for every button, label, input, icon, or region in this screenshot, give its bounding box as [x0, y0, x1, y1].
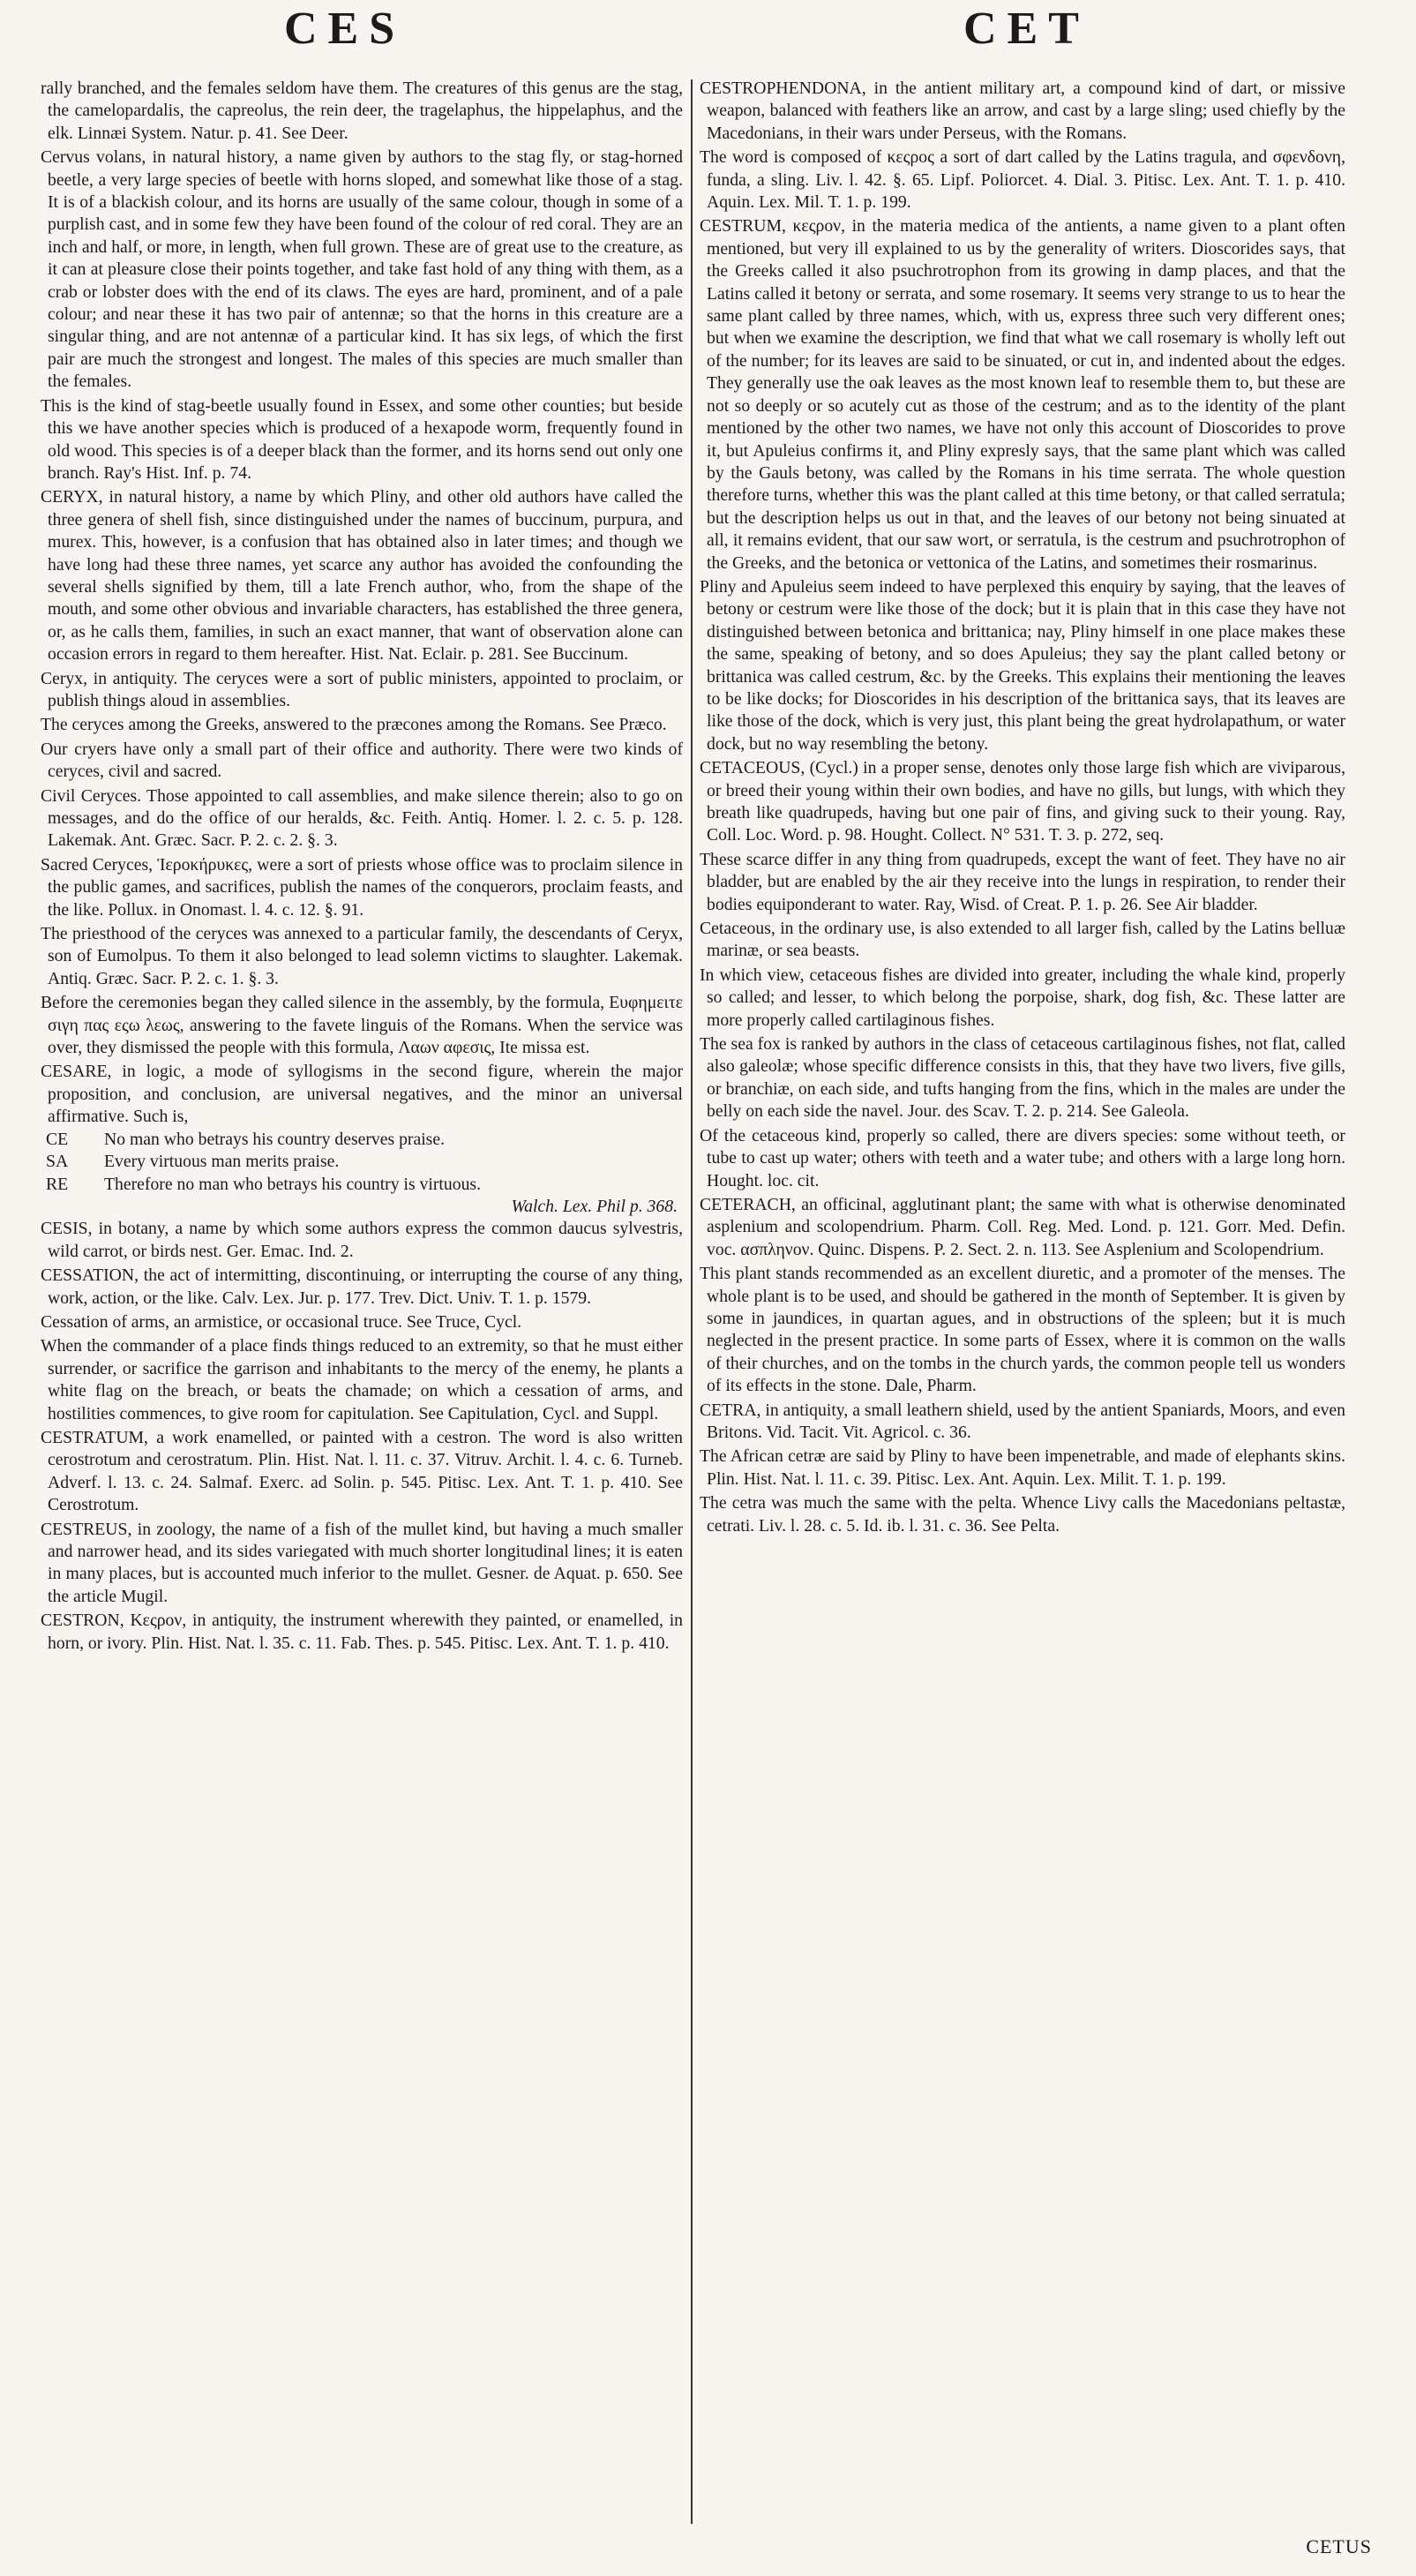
entry-text: in antiquity, a small leathern shield, used by the antient Spaniards, Moors, and even Britons. Vid. Tacit. Vit. Agricol. c. 36.	[707, 1400, 1345, 1442]
dictionary-entry	[41, 714, 683, 736]
entry-text: The priesthood of the ceryces was annexed to a particular family, the descendants of Ceryx, son of Eumolpus. To them it also belonged to lead solemn victims to slaughter. Lakemak. Antiq. Græc. Sacr. P. 2. c. 1. §. 3.	[41, 924, 683, 988]
dictionary-entry	[41, 486, 683, 665]
dictionary-entry	[41, 1335, 683, 1425]
entry-text: in the ordinary use, is also extended to all larger fish, called by the Latins belluæ marinæ, or sea beasts.	[707, 919, 1345, 961]
entry-text: (Cycl.) in a proper sense, denotes only those large fish which are viviparous, or breed their young within their own bodies, and have no gills, but lungs, with which they breath like quadrupeds, having but one pair of fins, and giving suck to their young. Ray, Coll. Loc. Word. p. 98. Hought. Collect. N° 531. T. 3. p. 272, seq.	[707, 758, 1345, 845]
column-rule	[691, 79, 693, 2524]
dictionary-entry	[41, 1311, 683, 1333]
entry-text: Κεςρον, in antiquity, the instrument wherewith they painted, or enamelled, in horn, or ivory. Plin. Hist. Nat. l. 35. c. 11. Fab. Thes. p. 545. Pitisc. Lex. Ant. T. 1. p. 410.	[48, 1611, 683, 1653]
syllogism-line	[41, 1174, 683, 1196]
entry-text: The sea fox is ranked by authors in the class of cetaceous cartilaginous fishes, not flat, called also galeolæ; whose specific difference consists in this, that they have two livers, five gills, or branchiæ, on each side, and tufts hanging from the fins, which in the males are under the belly on each side the navel. Jour. des Scav. T. 2. p. 214. See Galeola.	[700, 1034, 1345, 1122]
entry-term: CESTRON,	[41, 1611, 124, 1631]
entry-text: When the commander of a place finds things reduced to an extremity, so that he must either surrender, or sacrifice the garrison and inhabitants to the mercy of the enemy, he plants a white flag on the breach, or beats the chamade; on which a cessation of arms, and hostilities commences, to give room for capitulation. See Capitulation, Cycl. and Suppl.	[41, 1336, 683, 1423]
entry-text: κεςρον, in the materia medica of the antients, a name given to a plant often mentioned, but very ill explained to us by the generality of writers. Dioscorides says, that the Greeks called it also psuchrotrophon from its growing in damp places, and that the Latins called it betony or serrata, and some rosemary. It seems very strange to us to hear the same plant called by three names, which, with us, express three such very different ones; but when we examine the description, we find that what we call rosemary is wholly left out of the number; for its leaves are said to be sinuated, or cut in, and indented about the edges. They generally use the oak leaves as the most known leaf to resemble them to, but these are not so deeply or so acutely cut as those of the cestrum; and as to the identity of the plant mentioned by the other two names, we have not only this account of Dioscorides to prove it, but Apuleius confirms it, and Pliny expresly says, that the same plant which was called by the Gauls betony, was called by the Romans in his time serrata. The whole question therefore turns, whether this was the plant called at this time betony, or that called serratula; but the description helps us out in that, and the leaves of our betony not being sinuated at all, it remains evident, that our saw wort, or serratula, is the cestrum and psuchrotrophon of the Greeks, and the betonica or vettonica of the Latins, and sometimes their rosmarinus.	[707, 216, 1345, 573]
dictionary-entry	[700, 1400, 1345, 1445]
dictionary-entry	[700, 1194, 1345, 1261]
dictionary-entry	[700, 965, 1345, 1032]
entry-text: in logic, a mode of syllogisms in the second figure, wherein the major proposition, and conclusion, are universal negatives, and the minor an universal affirmative. Such is,	[48, 1062, 683, 1127]
dictionary-entry	[41, 1061, 683, 1128]
dictionary-entry	[41, 668, 683, 713]
entry-term: CESSATION,	[41, 1265, 139, 1286]
entry-term: Ceryx,	[41, 668, 88, 688]
dictionary-entry	[41, 1519, 683, 1609]
dictionary-entry	[41, 395, 683, 485]
entry-text: These scarce differ in any thing from quadrupeds, except the want of feet. They have no air bladder, but are enabled by the air they receive into the lungs in respiration, to render their bodies equiponderant to water. Ray, Wisd. of Creat. P. 1. p. 26. See Air bladder.	[700, 849, 1345, 914]
entry-text: an officinal, agglutinant plant; the same with what is otherwise denominated asplenium and scolopendrium. Pharm. Coll. Reg. Med. Lond. p. 121. Gorr. Med. Defin. voc. ασπληνον. Quinc. Dispens. P. 2. Sect. 2. n. 113. See Asplenium and Scolopendrium.	[707, 1194, 1345, 1259]
dictionary-entry	[41, 1427, 683, 1517]
right-column	[700, 78, 1345, 2531]
entry-text: Of the cetaceous kind, properly so called, there are divers species: some without teeth, or tube to cast up water; others with teeth and a water tube; and others with a large long horn. Hought. loc. cit.	[700, 1125, 1345, 1190]
entry-term: Cessation of arms,	[41, 1311, 169, 1332]
entry-term: CETACEOUS,	[700, 758, 805, 778]
catchword: CETUS	[1306, 2535, 1372, 2557]
syllogism-text: Every virtuous man merits praise.	[104, 1152, 340, 1172]
dictionary-entry	[700, 1263, 1345, 1397]
dictionary-entry	[41, 1265, 683, 1310]
entry-term: CESARE,	[41, 1062, 112, 1082]
entry-text: Ἱεροκήρυκες, were a sort of priests whose office was to proclaim silence in the public games, and sacrifices, publish the names of the conquerors, proclaim feasts, and the like. Pollux. in Onomast. l. 4. c. 12. §. 91.	[48, 854, 683, 920]
dictionary-entry	[700, 1033, 1345, 1123]
entry-text: an armistice, or occasional truce. See Truce, Cycl.	[173, 1311, 522, 1332]
entry-term: CETRA,	[700, 1400, 761, 1420]
entry-term: Cervus volans,	[41, 147, 146, 168]
entry-text: in antiquity. The ceryces were a sort of public ministers, appointed to proclaim, or publish things aloud in assemblies.	[48, 668, 683, 710]
entry-term: CESTROPHENDONA,	[700, 79, 866, 98]
entry-term: CESTRUM,	[700, 216, 786, 237]
dictionary-entry	[41, 785, 683, 852]
entry-term: CESIS,	[41, 1219, 93, 1239]
dictionary-entry	[41, 739, 683, 784]
entry-text: rally branched, and the females seldom have them. The creatures of this genus are the stag, the camelopardalis, the capreolus, the rein deer, the tragelaphus, the hippelaphus, and the elk. Linnæi System. Natur. p. 41. See Deer.	[41, 79, 683, 143]
syllogism-code: SA	[46, 1152, 69, 1172]
entry-text: This is the kind of stag-beetle usually found in Essex, and some other counties; but beside this we have another species which is produced of a hexapode worm, frequently found in old wood. This species is of a deeper black than the former, and its horns send out only one branch. Ray's Hist. Inf. p. 74.	[41, 395, 683, 483]
dictionary-entry	[41, 78, 683, 145]
dictionary-entry	[700, 849, 1345, 916]
entry-text: in botany, a name by which some authors express the common daucus sylvestris, wild carrot, or birds nest. Ger. Emac. Ind. 2.	[48, 1219, 683, 1261]
entry-text: The African cetræ are said by Pliny to have been impenetrable, and made of elephants skins. Plin. Hist. Nat. l. 11. c. 39. Pitisc. Lex. Ant. Aquin. Lex. Milit. T. 1. p. 199.	[700, 1446, 1345, 1489]
dictionary-entry	[700, 78, 1345, 145]
dictionary-entry	[700, 757, 1345, 847]
entry-term: Civil Ceryces.	[41, 785, 142, 806]
dictionary-entry	[41, 854, 683, 921]
dictionary-entry	[700, 1125, 1345, 1192]
dictionary-entry	[41, 992, 683, 1059]
entry-term: CETERACH,	[700, 1194, 796, 1214]
dictionary-entry	[700, 576, 1345, 755]
entry-text: the act of intermitting, discontinuing, or interrupting the course of any thing, work, action, or the like. Calv. Lex. Jur. p. 177. Trev. Dict. Univ. T. 1. p. 1579.	[48, 1265, 683, 1308]
running-head-right: CET	[963, 4, 1090, 54]
dictionary-entry	[700, 146, 1345, 214]
entry-text: In which view, cetaceous fishes are divided into greater, including the whale kind, properly so called; and lesser, to which belong the porpoise, shark, dog fish, &c. These latter are more properly called cartilaginous fishes.	[700, 965, 1345, 1030]
entry-text: Before the ceremonies began they called silence in the assembly, by the formula, Ευφημειτε σιγη πας εςω λεως, answering to the favete linguis of the Romans. When the service was over, they dismissed the people with this formula, Λαων αφεσις, Ite missa est.	[41, 993, 683, 1058]
dictionary-entry	[700, 1492, 1345, 1537]
entry-text: Our cryers have only a small part of their office and authority. There were two kinds of ceryces, civil and sacred.	[41, 739, 683, 782]
entry-text: Those appointed to call assemblies, and make silence therein; also to go on messages, and do the office of our heralds, &c. Feith. Antiq. Homer. l. 2. c. 5. p. 128. Lakemak. Ant. Græc. Sacr. P. 2. c. 2. §. 3.	[48, 785, 683, 851]
dictionary-entry	[700, 918, 1345, 963]
entry-text: The cetra was much the same with the pelta. Whence Livy calls the Macedonians peltastæ, cetrati. Liv. l. 28. c. 5. Id. ib. l. 31. c. 36. See Pelta.	[700, 1493, 1345, 1536]
syllogism-code: CE	[46, 1129, 69, 1149]
entry-term: CESTRATUM,	[41, 1427, 148, 1447]
syllogism-line	[41, 1151, 683, 1173]
entry-term: CESTREUS,	[41, 1519, 132, 1539]
dictionary-entry	[700, 1446, 1345, 1491]
syllogism-text: No man who betrays his country deserves praise.	[104, 1129, 445, 1149]
dictionary-entry	[41, 1218, 683, 1263]
entry-term: Sacred Ceryces,	[41, 854, 154, 875]
entry-term: CERYX,	[41, 487, 103, 507]
syllogism-text: Therefore no man who betrays his country is virtuous.	[104, 1174, 482, 1194]
syllogism-line	[41, 1129, 683, 1151]
dictionary-entry	[41, 1610, 683, 1655]
running-head-left: CES	[284, 4, 406, 54]
entry-text: This plant stands recommended as an excellent diuretic, and a promoter of the menses. The whole plant is to be used, and should be gathered in the month of September. It is given by some in jaundices, in quartan agues, and in obstructions of the spleen; but it is much neglected in the present practice. In some parts of Essex, where it is common on the walls of their churches, and on the tombs in the church yards, the common people tell us wonders of its effects in the stone. Dale, Pharm.	[700, 1264, 1345, 1396]
entry-text: a work enamelled, or painted with a cestron. The word is also written cerostrotum and cerostratum. Plin. Hist. Nat. l. 11. c. 37. Vitruv. Archit. l. 4. c. 6. Turneb. Adverf. l. 13. c. 24. Salmaf. Exerc. ad Solin. p. 545. Pitisc. Lex. Ant. T. 1. p. 410. See Cerostrotum.	[48, 1427, 683, 1515]
entry-text: in zoology, the name of a fish of the mullet kind, but having a much smaller and narrower head, and its sides variegated with much shorter longitudinal lines; it is eaten in many places, but is accounted much inferior to the mullet. Gesner. de Aquat. p. 650. See the article Mugil.	[48, 1519, 683, 1606]
left-column	[41, 78, 683, 2531]
syllogism-code: RE	[46, 1174, 69, 1194]
dictionary-entry	[41, 146, 683, 393]
entry-text: The word is composed of κεςρος a sort of dart called by the Latins tragula, and σφενδονη, funda, a sling. Liv. l. 42. §. 65. Lipf. Poliorcet. 4. Dial. 3. Pitisc. Lex. Ant. T. 1. p. 410. Aquin. Lex. Mil. T. 1. p. 199.	[700, 147, 1345, 213]
entry-text: in natural history, a name given by authors to the stag fly, or stag-horned beetle, a very large species of beetle with horns sloped, and somewhat like those of a stag. It is of a blackish colour, and its horns are usually of the same colour, though in some of a purplish cast, and in some few they have been found of the colour of red coral. They are an inch and half, or more, in length, when full grown. These are of great use to the creature, as it can at pleasure close their points together, and take fast hold of any thing with them, as a crab or lobster does with the end of its claws. The eyes are hard, prominent, and of a pale colour; and near these it has two pair of antennæ; so that the horns in this creature are a singular thing, and are not antennæ of a particular kind. It has six legs, of which the first pair are much the strongest and longest. The males of this species are much smaller than the females.	[48, 147, 683, 392]
entry-text: Pliny and Apuleius seem indeed to have perplexed this enquiry by saying, that the leaves of betony or cestrum were like those of the dock; but it is plain that in this case they have not distinguished between betonica and brittanica; nay, Pliny himself in one place makes these the same, speaking of betony, and so does Apuleius; they say the plant called betony or brittanica was called cestrum, &c. by the Greeks. This explains their mentioning the leaves to be like docks; for Dioscorides in his description of the brittanica says, that its leaves are like those of the dock, which is very just, this plant being the great hydrolapathum, or water dock, but no way resembling the betony.	[700, 576, 1345, 754]
dictionary-entry	[41, 923, 683, 990]
dictionary-entry	[700, 215, 1345, 575]
entry-term: Cetaceous,	[700, 919, 775, 939]
entry-text: The ceryces among the Greeks, answered to the præcones among the Romans. See Præco.	[41, 715, 667, 735]
entry-text: in natural history, a name by which Pliny, and other old authors have called the three genera of shell fish, since distinguished under the names of buccinum, purpura, and murex. This, however, is a confusion that has obtained also in later times; and though we have long had these three names, yet scarce any author has avoided the confounding the several shells signified by them, till a late French author, who, from the shape of the mouth, and some other obvious and invariable characters, has established the three genera, or, as he calls them, families, in such an exact manner, that want of observation alone can occasion errors in regard to them hereafter. Hist. Nat. Eclair. p. 281. See Buccinum.	[48, 487, 683, 665]
entry-text: in the antient military art, a compound kind of dart, or missive weapon, balanced with feathers like an arrow, and cast by a large sling; used chiefly by the Macedonians, in their wars under Perseus, with the Romans.	[707, 79, 1345, 143]
syllogism-reference: Walch. Lex. Phil p. 368.	[511, 1196, 678, 1216]
